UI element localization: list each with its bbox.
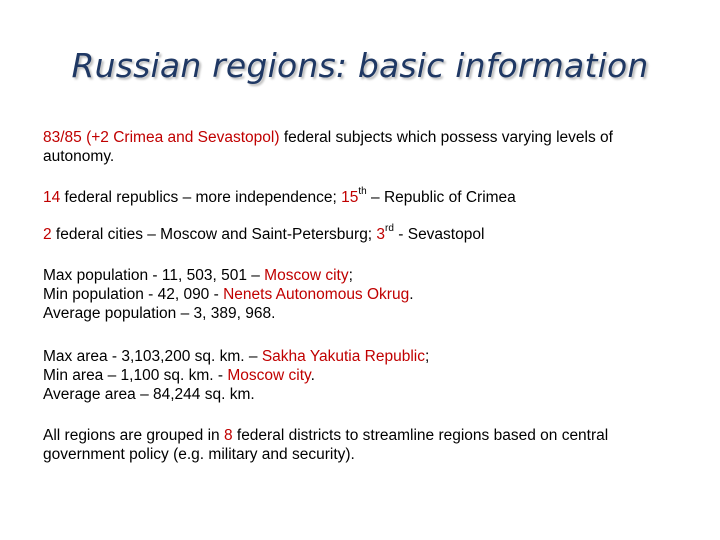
max-population-region: Moscow city xyxy=(264,267,349,284)
min-population-end: . xyxy=(409,286,414,303)
republics-paragraph xyxy=(43,185,683,207)
max-area-end: ; xyxy=(425,348,430,365)
max-population-end: ; xyxy=(348,267,353,284)
slide-content xyxy=(43,128,683,464)
slide-title: Russian regions: basic information xyxy=(71,46,649,85)
districts-text: federal districts to streamline regions based on central government policy (e.g. military and security). xyxy=(43,427,609,463)
cities-paragraph xyxy=(43,222,683,244)
min-population-region: Nenets Autonomous Okrug xyxy=(223,286,410,303)
max-population-text: Max population - 11, 503, 501 – xyxy=(43,267,265,284)
districts-pre: All regions are grouped in xyxy=(43,427,224,444)
avg-population-line: Average population – 3, 389, 968. xyxy=(43,305,276,322)
min-area-text: Min area – 1,100 sq. km. - xyxy=(43,367,228,384)
max-area-text: Max area - 3,103,200 sq. km. – xyxy=(43,348,262,365)
min-area-end: . xyxy=(310,367,315,384)
districts-paragraph xyxy=(43,426,683,464)
cities-ordinal-suffix: rd xyxy=(385,222,394,234)
max-area-line xyxy=(43,347,683,366)
avg-area-line: Average area – 84,244 sq. km. xyxy=(43,386,255,403)
subjects-text: federal subjects which possess varying levels of autonomy. xyxy=(43,129,613,165)
subjects-count: 83/85 (+2 Crimea and Sevastopol) xyxy=(43,129,280,146)
districts-count: 8 xyxy=(223,427,233,444)
min-area-line xyxy=(43,366,683,385)
cities-rest: - Sevastopol xyxy=(393,226,485,243)
max-area-region: Sakha Yakutia Republic xyxy=(261,348,425,365)
population-block xyxy=(43,266,683,323)
republics-ordinal: 15 xyxy=(341,189,359,206)
republics-text: federal republics – more independence; xyxy=(60,189,342,206)
min-population-line xyxy=(43,285,683,304)
min-area-region: Moscow city xyxy=(227,367,311,384)
republics-ordinal-suffix: th xyxy=(358,185,367,197)
republics-rest: – Republic of Crimea xyxy=(366,189,516,206)
republics-count: 14 xyxy=(43,189,61,206)
cities-ordinal: 3 xyxy=(376,226,386,243)
area-block xyxy=(43,347,683,404)
max-population-line xyxy=(43,266,683,285)
subjects-paragraph xyxy=(43,128,683,166)
cities-text: federal cities – Moscow and Saint-Petersburg; xyxy=(51,226,377,243)
cities-count: 2 xyxy=(43,226,52,243)
min-population-text: Min population - 42, 090 - xyxy=(43,286,224,303)
